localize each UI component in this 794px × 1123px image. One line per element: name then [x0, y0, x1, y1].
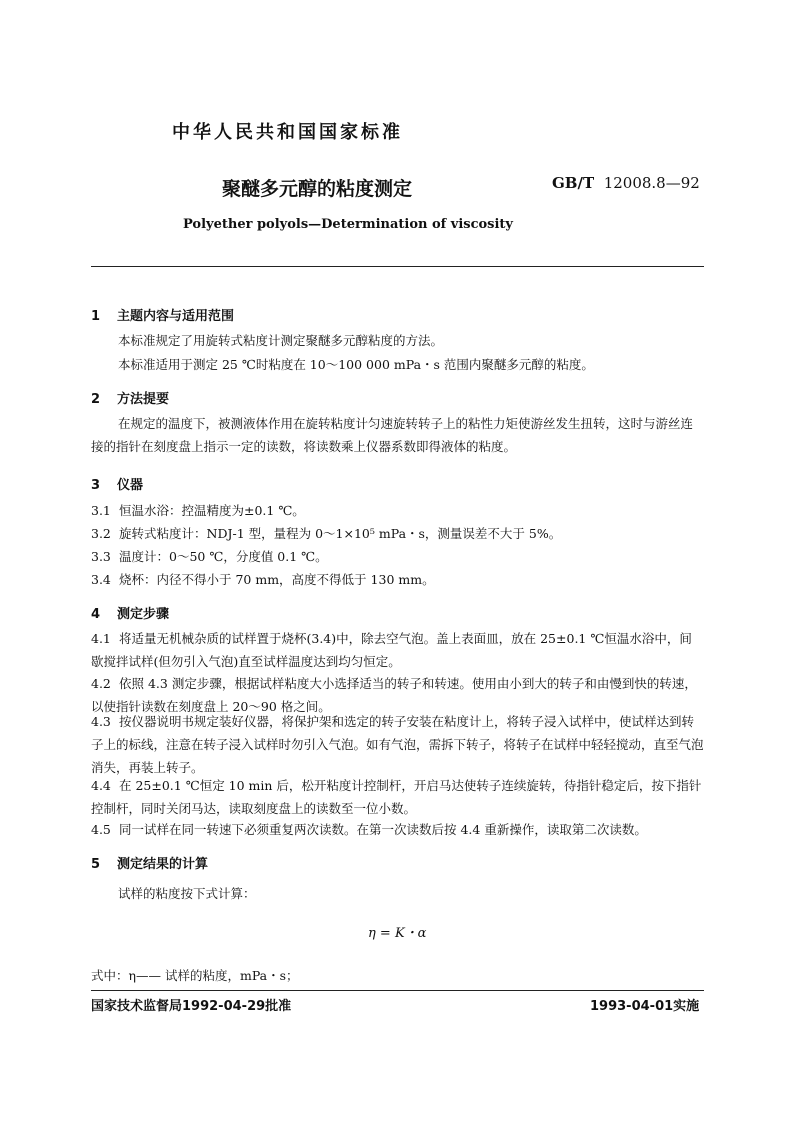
formula-legend: 式中：η—— 试样的粘度，mPa・s；: [91, 968, 299, 983]
section-number: 2: [91, 392, 101, 407]
standard-name: 中华人民共和国国家标准: [172, 122, 403, 143]
item-number: 3.3: [91, 549, 111, 564]
top-divider: [91, 266, 704, 267]
item-text: 恒温水浴：控温精度为±0.1 ℃。: [119, 503, 305, 518]
item-number: 4.2: [91, 676, 111, 691]
section-2-heading: [91, 388, 169, 407]
standard-code-number: 12008.8—92: [603, 174, 700, 192]
section-title: 测定步骤: [117, 607, 170, 622]
item-number: 3.4: [91, 572, 111, 587]
item-number: 4.1: [91, 631, 111, 646]
section-title: 测定结果的计算: [117, 857, 209, 872]
item-number: 4.5: [91, 822, 111, 837]
list-item: [91, 818, 704, 841]
section-number: 3: [91, 478, 101, 493]
section-3-heading: [91, 474, 143, 493]
item-number: 4.3: [91, 714, 111, 729]
item-number: 3.2: [91, 526, 111, 541]
implementation-date: 1993-04-01实施: [590, 999, 700, 1014]
section-5-heading: [91, 853, 208, 872]
section-1-para-1: 本标准规定了用旋转式粘度计测定聚醚多元醇粘度的方法。: [118, 333, 444, 348]
section-title: 仪器: [117, 478, 144, 493]
list-item: [91, 501, 305, 519]
bottom-divider: [91, 990, 704, 991]
section-title: 主题内容与适用范围: [117, 309, 235, 324]
section-number: 1: [91, 309, 101, 324]
section-1-heading: [91, 305, 234, 324]
item-text: 依照 4.3 测定步骤，根据试样粘度大小选择适当的转子和转速。使用由小到大的转子和由慢到快的转速，以使指针读数在刻度盘上 20～90 格之间。: [91, 676, 697, 714]
title-chinese: 聚醚多元醇的粘度测定: [222, 178, 413, 200]
list-item: [91, 627, 704, 673]
section-number: 5: [91, 857, 101, 872]
list-item: [91, 774, 704, 820]
section-title: 方法提要: [117, 392, 170, 407]
approval-date: 国家技术监督局1992-04-29批准: [91, 999, 292, 1014]
list-item: [91, 710, 704, 779]
section-1-para-2: 本标准适用于测定 25 ℃时粘度在 10～100 000 mPa・s 范围内聚醚多元醇的粘度。: [118, 357, 594, 372]
list-item: [91, 524, 561, 542]
item-text: 将适量无机械杂质的试样置于烧杯(3.4)中，除去空气泡。盖上表面皿，放在 25±0.1 ℃恒温水浴中，间歇搅拌试样(但勿引入气泡)直至试样温度达到均匀恒定。: [91, 631, 692, 669]
section-5-para-1: 试样的粘度按下式计算：: [118, 886, 256, 901]
item-number: 3.1: [91, 503, 111, 518]
item-text: 温度计：0～50 ℃，分度值 0.1 ℃。: [119, 549, 328, 564]
item-number: 4.4: [91, 778, 111, 793]
title-english: Polyether polyols—Determination of viscosity: [183, 217, 513, 232]
section-4-heading: [91, 603, 169, 622]
item-text: 烧杯：内径不得小于 70 mm，高度不得低于 130 mm。: [119, 572, 435, 587]
item-text: 旋转式粘度计：NDJ-1 型，量程为 0～1×10⁵ mPa・s，测量误差不大于 5%。: [119, 526, 562, 541]
section-number: 4: [91, 607, 101, 622]
item-text: 在 25±0.1 ℃恒定 10 min 后，松开粘度计控制杆，开启马达使转子连续旋转，待指针稳定后，按下指针控制杆，同时关闭马达，读取刻度盘上的读数至一位小数。: [91, 778, 702, 816]
list-item: [91, 570, 435, 588]
section-2-para-1: 在规定的温度下，被测液体作用在旋转粘度计匀速旋转转子上的粘性力矩使游丝发生扭转，这时与游丝连接的指针在刻度盘上指示一定的读数，将读数乘上仪器系数即得液体的粘度。: [91, 416, 694, 454]
viscosity-formula: η = K・α: [368, 926, 427, 941]
standard-code: [552, 174, 700, 192]
standard-code-prefix: GB/T: [552, 174, 595, 192]
item-text: 同一试样在同一转速下必须重复两次读数。在第一次读数后按 4.4 重新操作，读取第二次读数。: [119, 822, 647, 837]
item-text: 按仪器说明书规定装好仪器，将保护架和选定的转子安装在粘度计上，将转子浸入试样中，使试样达到转子上的标线，注意在转子浸入试样时勿引入气泡。如有气泡，需拆下转子，将转子在试样中轻轻搅动，直至气泡消失，再装上转子。: [91, 714, 704, 775]
list-item: [91, 547, 328, 565]
